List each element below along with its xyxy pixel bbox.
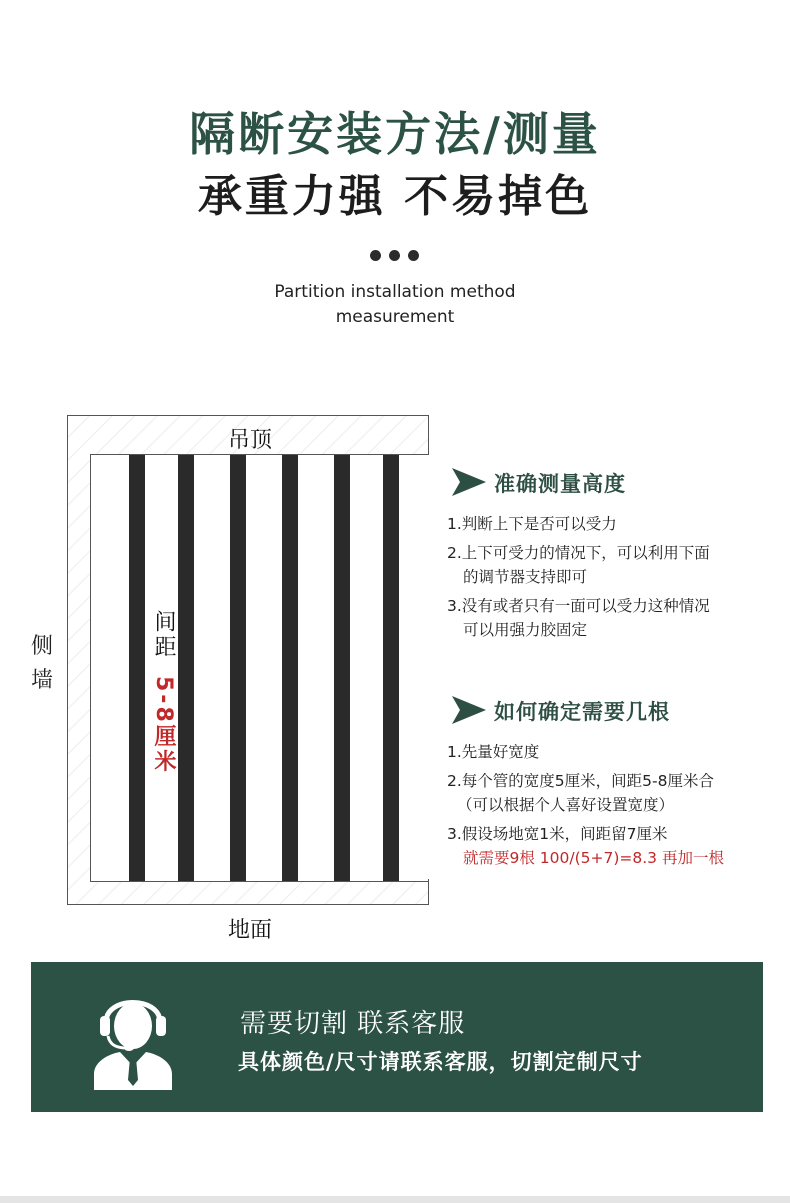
section-1-item: 3.没有或者只有一面可以受力这种情况 <box>447 597 710 615</box>
section-1-item: 2.上下可受力的情况下，可以利用下面 <box>447 544 710 562</box>
page-subtitle: 承重力强 不易掉色 <box>197 171 593 222</box>
english-caption <box>0 280 790 330</box>
arrow-icon <box>452 696 486 724</box>
section-1-title: 准确测量高度 <box>494 472 626 496</box>
spacing-label: 间距 <box>151 610 176 660</box>
partition-bar <box>230 455 246 881</box>
partition-bar <box>334 455 350 881</box>
english-line-1: Partition installation method <box>274 282 516 302</box>
page-title: 隔断安装方法/测量 <box>189 107 601 161</box>
partition-bar <box>282 455 298 881</box>
partition-bar <box>129 455 145 881</box>
section-1-item: 可以用强力胶固定 <box>463 621 588 639</box>
dots-decoration <box>370 250 420 262</box>
floor-label: 地面 <box>228 918 273 943</box>
section-1-item: 的调节器支持即可 <box>463 568 588 586</box>
side-wall-label: 侧墙 <box>30 634 53 693</box>
partition-bar <box>178 455 194 881</box>
customer-service-icon <box>92 982 174 1090</box>
spacing-value: 5-8厘米 <box>151 676 176 775</box>
bottom-divider <box>0 1196 790 1203</box>
section-2-item: 2.每个管的宽度5厘米，间距5-8厘米合 <box>447 772 714 790</box>
english-line-2: measurement <box>335 307 455 327</box>
section-2-item: 1.先量好宽度 <box>447 743 540 761</box>
section-2-highlight: 就需要9根 100/(5+7)=8.3 再加一根 <box>463 849 724 867</box>
section-2-title: 如何确定需要几根 <box>494 700 670 724</box>
arrow-icon <box>452 468 486 496</box>
section-2-item: （可以根据个人喜好设置宽度） <box>457 796 675 814</box>
banner-title: 需要切割 联系客服 <box>240 1009 466 1039</box>
section-2-item: 3.假设场地宽1米，间距留7厘米 <box>447 825 668 843</box>
partition-bar <box>383 455 399 881</box>
ceiling-label: 吊顶 <box>228 428 273 453</box>
section-1-item: 1.判断上下是否可以受力 <box>447 515 617 533</box>
banner-subtitle: 具体颜色/尺寸请联系客服，切割定制尺寸 <box>238 1050 643 1074</box>
